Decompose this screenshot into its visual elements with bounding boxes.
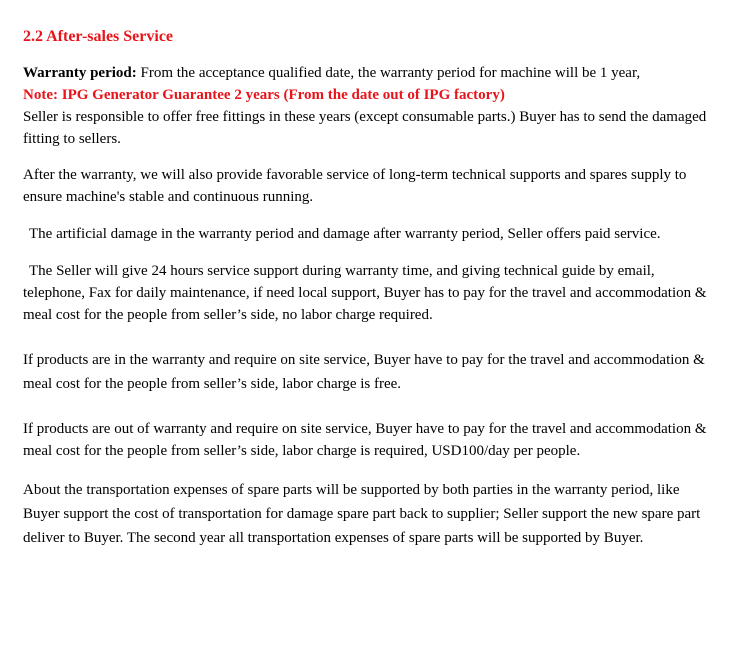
warranty-free-fittings-text: Seller is responsible to offer free fittings in these years (except consumable parts.) Buyer has to send the damaged fitting to sellers. <box>23 109 707 147</box>
after-warranty-paragraph: After the warranty, we will also provide favorable service of long-term technical supports and spares supply to ensure machine's stable and continuous running. <box>23 167 687 205</box>
service-support-paragraph: The Seller will give 24 hours service support during warranty time, and giving technical guide by email, telephone, Fax for daily maintenance, if need local support, Buyer has to pay for the travel and accommodation & meal cost for the people from seller’s side, no labor charge required. <box>23 263 707 323</box>
warranty-note: Note: IPG Generator Guarantee 2 years (From the date out of IPG factory) <box>23 87 505 103</box>
warranty-period-text: From the acceptance qualified date, the warranty period for machine will be 1 year, <box>136 65 641 81</box>
in-warranty-paragraph: If products are in the warranty and require on site service, Buyer have to pay for the travel and accommodation & meal cost for the people from seller’s side, labor charge is free. <box>23 352 705 392</box>
warranty-period-paragraph <box>23 62 712 150</box>
warranty-period-label: Warranty period: <box>23 65 137 81</box>
out-of-warranty-paragraph: If products are out of warranty and require on site service, Buyer have to pay for the travel and accommodation & meal cost for the people from seller’s side, labor charge is required, USD100/day per people. <box>23 421 707 459</box>
transportation-paragraph: About the transportation expenses of spare parts will be supported by both parties in the warranty period, like Buyer support the cost of transportation for damage spare part back to supplier; Seller support the new spare part deliver to Buyer. The second year all transportation expenses of spare parts will be supported by Buyer. <box>23 482 701 546</box>
section-heading: 2.2 After-sales Service <box>23 28 174 45</box>
artificial-damage-paragraph: The artificial damage in the warranty period and damage after warranty period, Seller offers paid service. <box>29 226 661 242</box>
